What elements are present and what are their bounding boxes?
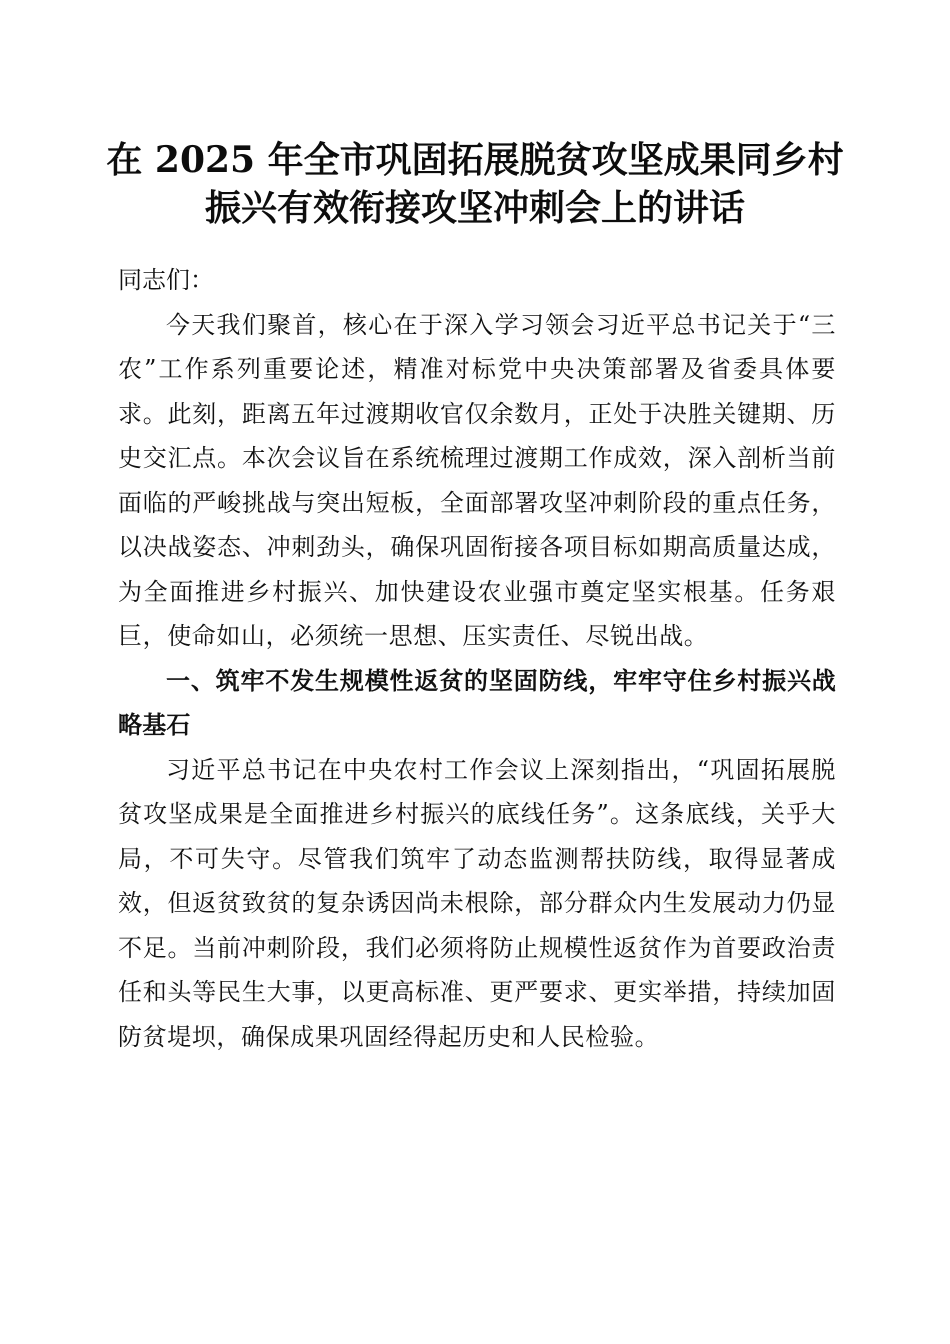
document-body xyxy=(118,258,836,1059)
document-title xyxy=(80,136,870,232)
section-heading-1: 一、筑牢不发生规模性返贫的坚固防线，牢牢守住乡村振兴战略基石 xyxy=(118,666,836,739)
title-line-2: 振兴有效衔接攻坚冲刺会上的讲话 xyxy=(204,187,745,229)
paragraph-section-1: 习近平总书记在中央农村工作会议上深刻指出，“巩固拓展脱贫攻坚成果是全面推进乡村振兴的底线任务”。这条底线，关乎大局，不可失守。尽管我们筑牢了动态监测帮扶防线，取得显著成效，但返贫致贫的复杂诱因尚未根除，部分群众内生发展动力仍显不足。当前冲刺阶段，我们必须将防止规模性返贫作为首要政治责任和头等民生大事，以更高标准、更严要求、更实举措，持续加固防贫堤坝，确保成果巩固经得起历史和人民检验。 xyxy=(118,755,836,1051)
salutation: 同志们： xyxy=(118,266,214,294)
title-line-1: 在 2025 年全市巩固拓展脱贫攻坚成果同乡村 xyxy=(106,139,844,181)
paragraph-opening: 今天我们聚首，核心在于深入学习领会习近平总书记关于“三农”工作系列重要论述，精准对标党中央决策部署及省委具体要求。此刻，距离五年过渡期收官仅余数月，正处于决胜关键期、历史交汇点。本次会议旨在系统梳理过渡期工作成效，深入剖析当前面临的严峻挑战与突出短板，全面部署攻坚冲刺阶段的重点任务，以决战姿态、冲刺劲头，确保巩固衔接各项目标如期高质量达成，为全面推进乡村振兴、加快建设农业强市奠定坚实根基。任务艰巨，使命如山，必须统一思想、压实责任、尽锐出战。 xyxy=(118,310,836,650)
